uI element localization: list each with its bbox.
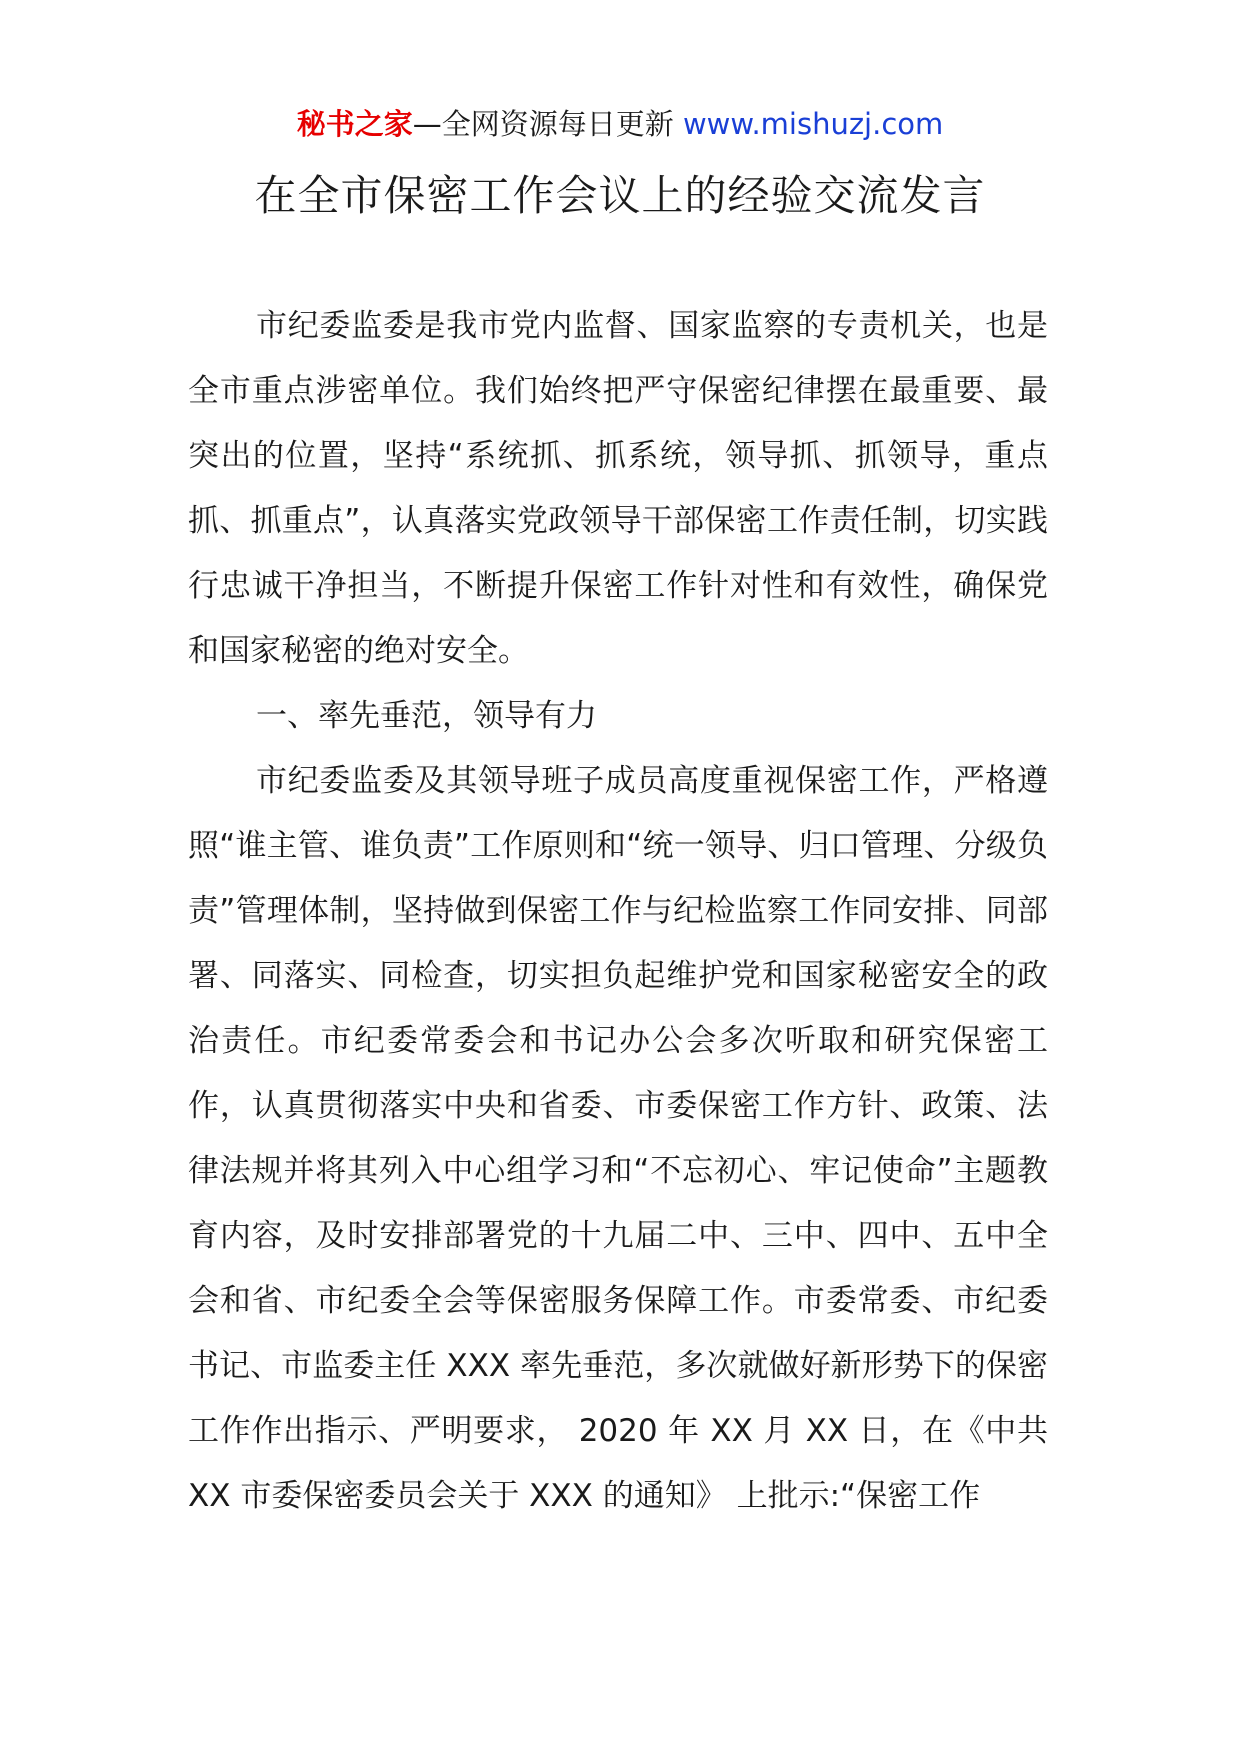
site-url-link[interactable]: www.mishuzj.com	[682, 107, 944, 141]
paragraph-intro: 市纪委监委是我市党内监督、国家监察的专责机关，也是全市重点涉密单位。我们始终把严守保密纪律摆在最重要、最突出的位置，坚持“系统抓、抓系统，领导抓、抓领导，重点抓、抓重点”，认真落实党政领导干部保密工作责任制，切实践行忠诚干净担当，不断提升保密工作针对性和有效性，确保党和国家秘密的绝对安全。	[188, 308, 1048, 669]
header-banner	[0, 104, 1240, 144]
header-tagline: —全网资源每日更新	[412, 107, 674, 141]
brand-name: 秘书之家	[296, 107, 413, 141]
paragraph-section-1: 市纪委监委及其领导班子成员高度重视保密工作，严格遵照“谁主管、谁负责”工作原则和“统一领导、归口管理、分级负责”管理体制，坚持做到保密工作与纪检监察工作同安排、同部署、同落实、同检查，切实担负起维护党和国家秘密安全的政治责任。市纪委常委会和书记办公会多次听取和研究保密工作，认真贯彻落实中央和省委、市委保密工作方针、政策、法律法规并将其列入中心组学习和“不忘初心、牢记使命”主题教育内容，及时安排部署党的十九届二中、三中、四中、五中全会和省、市纪委全会等保密服务保障工作。市委常委、市纪委书记、市监委主任 XXX 率先垂范，多次就做好新形势下的保密工作作出指示、严明要求， 2020 年 XX 月 XX 日，在《中共 XX 市委保密委员会关于 XXX 的通知》 上批示:“保密工作	[188, 763, 1048, 1514]
document-body	[188, 294, 1048, 1529]
document-title: 在全市保密工作会议上的经验交流发言	[254, 171, 986, 220]
section-heading: 一、率先垂范，领导有力	[256, 698, 597, 734]
